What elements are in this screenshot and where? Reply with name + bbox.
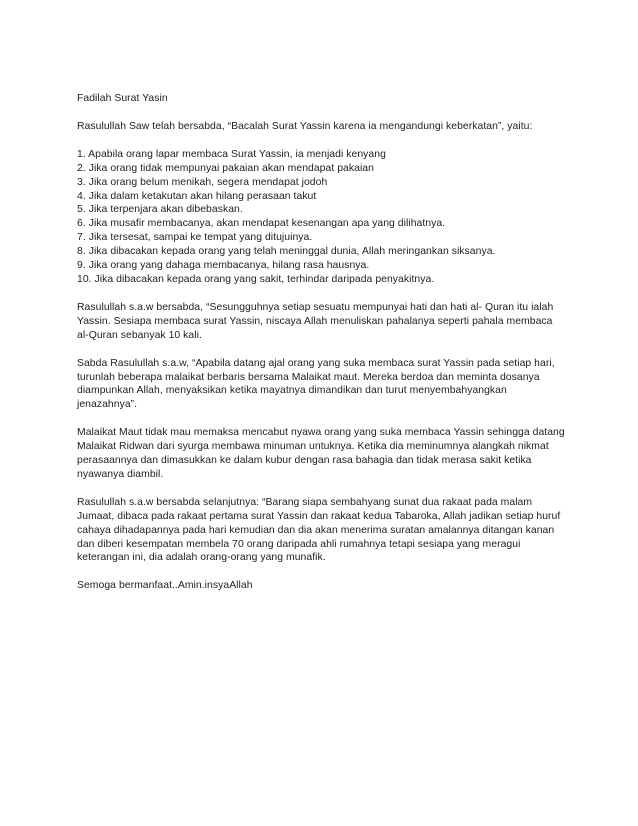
paragraph-line: Jumaat, dibaca pada rakaat pertama surat Yassin dan rakaat kedua Tabaroka, Allah jadikan setiap huruf xyxy=(77,510,561,522)
paragraph-line: Malaikat Ridwan dari syurga membawa minuman untuknya. Ketika dia meminumnya alangkah nikmat xyxy=(77,441,549,453)
list-item: 1. Apabila orang lapar membaca Surat Yassin, ia menjadi kenyang xyxy=(77,148,386,160)
paragraph-line: Sabda Rasulullah s.a.w, “Apabila datang ajal orang yang suka membaca surat Yassin pada setiap hari, xyxy=(77,357,555,369)
paragraph-line: nyawanya diambil. xyxy=(77,468,164,480)
paragraph-line: al-Quran sebanyak 10 kali. xyxy=(77,329,202,341)
hadith-paragraph-2 xyxy=(77,357,567,413)
list-item: 8. Jika dibacakan kepada orang yang telah meninggal dunia, Allah meringankan siksanya. xyxy=(77,246,496,258)
benefits-list xyxy=(77,148,567,287)
list-item: 9. Jika orang yang dahaga membacanya, hilang rasa hausnya. xyxy=(77,260,370,272)
list-item: 10. Jika dibacakan kepada orang yang sakit, terhindar daripada penyakitnya. xyxy=(77,273,435,285)
hadith-paragraph-1 xyxy=(77,301,567,343)
list-item: 6. Jika musafir membacanya, akan mendapat kesenangan apa yang dilihatnya. xyxy=(77,218,446,230)
malaikat-paragraph xyxy=(77,426,567,482)
paragraph-line: cahaya dihadapannya pada hari kemudian dan dia akan menerima suratan amalannya ditangan kanan xyxy=(77,524,555,536)
list-item: 4. Jika dalam ketakutan akan hilang perasaan takut xyxy=(77,190,317,202)
paragraph-line: Yassin. Sesiapa membaca surat Yassin, niscaya Allah menuliskan pahalanya seperti pahala membaca xyxy=(77,315,553,327)
paragraph-line: perasaannya dan dimasukkan ke dalam kubur dengan rasa bahagia dan tidak merasa sakit ketika xyxy=(77,455,532,467)
list-item: 5. Jika terpenjara akan dibebaskan. xyxy=(77,204,243,216)
paragraph-line: diampunkan Allah, menyaksikan ketika mayatnya dimandikan dan turut menyembahyangkan xyxy=(77,385,507,397)
list-item: 3. Jika orang belum menikah, segera mendapat jodoh xyxy=(77,176,328,188)
paragraph-line: Rasulullah s.a.w bersabda selanjutnya: “Barang siapa sembahyang sunat dua rakaat pada malam xyxy=(77,496,533,508)
closing-line: Semoga bermanfaat..Amin.insyaAllah xyxy=(77,580,253,592)
paragraph-line: turunlah beberapa malaikat berbaris bersama Malaikat maut. Mereka berdoa dan meminta dosanya xyxy=(77,371,540,383)
paragraph-line: dan diberi kesempatan membela 70 orang daripada ahli rumahnya tetapi sesiapa yang meragui xyxy=(77,538,521,550)
document-page xyxy=(77,92,567,593)
document-title: Fadilah Surat Yasin xyxy=(77,93,168,104)
list-item: 2. Jika orang tidak mempunyai pakaian akan mendapat pakaian xyxy=(77,162,374,174)
intro-paragraph: Rasulullah Saw telah bersabda, “Bacalah Surat Yassin karena ia mengandungi keberkatan”, yaitu: xyxy=(77,120,533,132)
hadith-paragraph-3 xyxy=(77,496,567,566)
paragraph-line: Malaikat Maut tidak mau memaksa mencabut nyawa orang yang suka membaca Yassin sehingga datang xyxy=(77,427,565,439)
paragraph-line: jenazahnya”. xyxy=(77,399,138,411)
paragraph-line: Rasulullah s.a.w bersabda, “Sesungguhnya setiap sesuatu mempunyai hati dan hati al- Quran itu ialah xyxy=(77,301,554,313)
paragraph-line: keterangan ini, dia adalah orang-orang yang munafik. xyxy=(77,552,326,564)
list-item: 7. Jika tersesat, sampai ke tempat yang ditujuinya. xyxy=(77,232,313,244)
